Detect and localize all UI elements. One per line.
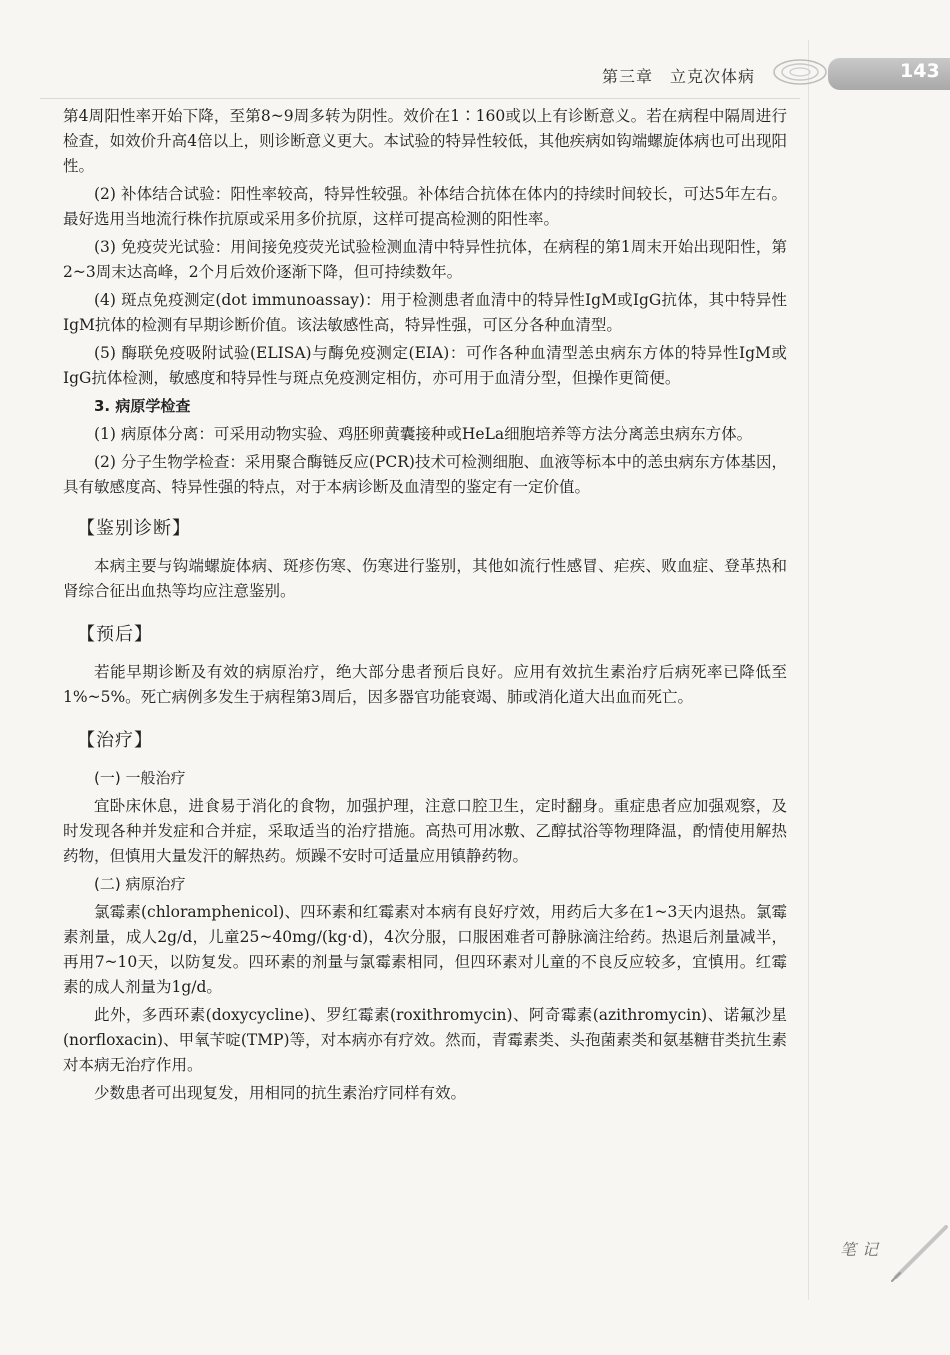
paragraph: 氯霉素(chloramphenicol)、四环素和红霉素对本病有良好疗效，用药后大多在1~3天内退热。氯霉素剂量，成人2g/d，儿童25~40mg/(kg·d)，4次分服，口服困难者可静脉滴注给药。热退后剂量减半，再用7~10天，以防复发。四环素的剂量与氯霉素相同，但四环素对儿童的不良反应较多，宜慎用。红霉素的成人剂量为1g/d。 (63, 903, 787, 996)
subheading-general-treatment: (一) 一般治疗 (94, 769, 186, 787)
page-header (0, 58, 950, 98)
paragraph: 本病主要与钩端螺旋体病、斑疹伤寒、伤寒进行鉴别，其他如流行性感冒、疟疾、败血症、登革热和肾综合征出血热等均应注意鉴别。 (63, 557, 787, 600)
margin-divider (808, 40, 809, 1300)
paragraph: (2) 补体结合试验：阳性率较高，特异性较强。补体结合抗体在体内的持续时间较长，可达5年左右。最好选用当地流行株作抗原或采用多价抗原，这样可提高检测的阳性率。 (63, 185, 787, 228)
subheading-pathogen: 3. 病原学检查 (94, 397, 191, 415)
chapter-title: 第三章 立克次体病 (601, 67, 755, 86)
header-rule (40, 98, 800, 99)
page-content (63, 104, 787, 1109)
notes-area (828, 1225, 948, 1285)
paragraph: 宜卧床休息，进食易于消化的食物，加强护理，注意口腔卫生，定时翻身。重症患者应加强观察，及时发现各种并发症和合并症，采取适当的治疗措施。高热可用冰敷、乙醇拭浴等物理降温，酌情使用解热药物，但慎用大量发汗的解热药。烦躁不安时可适量应用镇静药物。 (63, 797, 787, 865)
paragraph: (5) 酶联免疫吸附试验(ELISA)与酶免疫测定(EIA)：可作各种血清型恙虫病东方体的特异性IgM或IgG抗体检测，敏感度和特异性与斑点免疫测定相仿，亦可用于血清分型，但操作更简便。 (63, 344, 787, 387)
notes-label: 笔记 (840, 1240, 885, 1259)
paragraph: 少数患者可出现复发，用相同的抗生素治疗同样有效。 (94, 1084, 467, 1102)
subheading-etiologic-treatment: (二) 病原治疗 (94, 875, 186, 893)
pencil-icon (888, 1225, 948, 1285)
section-heading-differential: 【鉴别诊断】 (77, 518, 191, 539)
paragraph: 第4周阳性率开始下降，至第8~9周多转为阴性。效价在1∶160或以上有诊断意义。若在病程中隔周进行检查，如效价升高4倍以上，则诊断意义更大。本试验的特异性较低，其他疾病如钩端螺旋体病也可出现阳性。 (63, 107, 787, 175)
section-heading-prognosis: 【预后】 (77, 624, 153, 645)
paragraph: (2) 分子生物学检查：采用聚合酶链反应(PCR)技术可检测细胞、血液等标本中的恙虫病东方体基因，具有敏感度高、特异性强的特点，对于本病诊断及血清型的鉴定有一定价值。 (63, 453, 787, 496)
paragraph: (1) 病原体分离：可采用动物实验、鸡胚卵黄囊接种或HeLa细胞培养等方法分离恙虫病东方体。 (94, 425, 753, 443)
section-heading-treatment: 【治疗】 (77, 730, 153, 751)
paragraph: 若能早期诊断及有效的病原治疗，绝大部分患者预后良好。应用有效抗生素治疗后病死率已降低至1%~5%。死亡病例多发生于病程第3周后，因多器官功能衰竭、肺或消化道大出血而死亡。 (63, 663, 787, 706)
paragraph: (3) 免疫荧光试验：用间接免疫荧光试验检测血清中特异性抗体，在病程的第1周末开始出现阳性，第2~3周末达高峰，2个月后效价逐渐下降，但可持续数年。 (63, 238, 787, 281)
paragraph: (4) 斑点免疫测定(dot immunoassay)：用于检测患者血清中的特异性IgM或IgG抗体，其中特异性IgM抗体的检测有早期诊断价值。该法敏感性高，特异性强，可区分各种血清型。 (63, 291, 787, 334)
page-number: 143 (900, 60, 940, 82)
swirl-logo-icon (770, 52, 830, 92)
paragraph: 此外，多西环素(doxycycline)、罗红霉素(roxithromycin)、阿奇霉素(azithromycin)、诺氟沙星(norfloxacin)、甲氧苄啶(TMP)等，对本病亦有疗效。然而，青霉素类、头孢菌素类和氨基糖苷类抗生素对本病无治疗作用。 (63, 1006, 787, 1074)
